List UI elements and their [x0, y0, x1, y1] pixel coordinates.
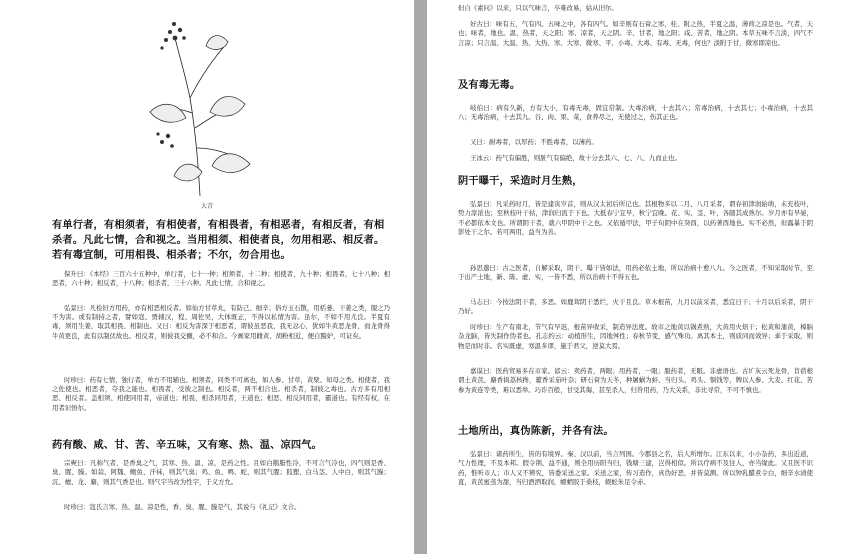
paragraph-hongjing-3: 弘景曰：诸药所生，皆的有境界。秦、汉以前，当言列国。今郡县之名，后人所增尔。江东以来，小小杂药，多出近道，气力性理，不及本邦。假令荆、益不通，则全用历阳当归，钱塘三建，岂得相似。所以疗病不及往人，亦当缘此。又且医不识药，惟听市人；市人又不辨究，皆委采送之家。采送之家，传习造作，真伪好恶，并皆莫测。所以钟乳醋煮令白，细辛水渍使直，黄芪蜜蒸为甜，当归酒洒取润，螵蛸胶于桑枝，蜈蚣朱足令赤。 [458, 450, 813, 487]
left-page [0, 0, 414, 554]
paragraph-jiamo: 嘉谟曰：医药贸易多在市家。谚云：卖药者，两眼；用药者，一眼；服药者，无眼。非虚语也。古圹灰云死龙骨，苜蓿根谓土黄芪，麝香捣荔核搀，藿香采茄叶杂；研石膏为天冬，种屠蜗为蚌、当归头、鸡头、铜钱等，牌以人参、大麦、红花、苦参为黄连等类，难以悉举。巧诈百般，甘受其侮，甚至杀人，归咎用药，乃大关系，非比寻常，不可不慎也。 [458, 367, 813, 394]
section-heading-drying: 阴干曝干，采造时月生熟， [458, 176, 583, 188]
section-heading-origin: 土地所出，真伪陈新，并各有法。 [458, 426, 614, 438]
section-heading-seven-relations: 有单行者，有相须者，有相使者，有相畏者，有相恶者，有相反者，有相杀者。凡此七情，合和视之。当用相须、相使者良，勿用相恶、相反者。若有毒宜制，可用相畏、相杀者；不尔，勿合用也。 [52, 220, 385, 262]
paragraph-mazhi: 马志曰：今按法阴干者，多恶。如鹿茸阴干悉烂，火干且良。草木根苗，九月以前采者，悉宜日干；十月以后采者，阴干乃好。 [458, 298, 813, 316]
paragraph-hongjing: 弘景曰：凡检旧方用药，亦有相恶相反者。如仙方甘草丸，有防己、细辛；俗方玉石散，用栝蒌、干姜之类，服之乃不为害。或有制持之者，譬如寇、贾辅汉，程、周佐吴，大体既正，不得以私情为害。虽尔，不如不用尤良。半夏有毒，须用生姜，取其相畏、相制也。又曰：相反为害深于相恶者，谓彼虽恶我，我无忿心，犹如牛黄恶龙骨，而龙骨得牛黄更良，此有以制伏故也。相反者，则彼我交雠，必不和合。今画家用雌黄、胡粉相近，便自黯妒，可证矣。 [52, 303, 390, 340]
paragraph-baosheng: 保升曰：《本经》三百六十五种中，单行者，七十一种；相须者，十二种；相使者，九十种；相畏者，七十八种；相恶者，六十种；相反者，十八种；相杀者，三十六种。凡此七情，合和视之。 [52, 269, 390, 288]
paragraph-shizhen-2: 时珍曰：寇氏言寒、热、温、凉是性，香、臭、腥、臊是气，其说与《礼记》文合。 [64, 502, 301, 511]
section-heading-toxicity: 及有毒无毒。 [458, 80, 521, 92]
paragraph-wangbing: 王冰云：药气有偏胜，则脏气有偏绝，故十分去其六、七、八、九而止也。 [470, 154, 681, 162]
plant-illustration [140, 8, 260, 198]
paragraph-youyue: 又曰：耐毒者，以厚药；不胜毒者，以薄药。 [470, 138, 598, 146]
paragraph-sunsimiao: 孙思邈曰：古之医者，自解采取，阴干、曝干皆如法，用药必依土地，所以治病十愈八九。今之医者，不知采取时节，至于出产土地，新、陈、虚、实，一皆不悉，所以治病十不得五也。 [458, 264, 813, 282]
paragraph-continued: 但自《素问》以来，只以气味言，卒难改易，姑从旧尔。 [458, 4, 618, 12]
book-gutter [414, 0, 427, 554]
section-heading-five-tastes: 药有酸、咸、甘、苦、辛五味，又有寒、热、温、凉四气。 [52, 439, 323, 451]
paragraph-hongjing-2: 弘景曰：凡采药时月，皆是建寅岁首，则从汉太初后所记也。其根物多以二月、八月采者，谓春初津润始萌，未充枝叶，势力淳浓也；至秋枝叶干枯，津润归流于下也。大抵春宁宜早，秋宁宜晚。花、实、茎、叶，各随其成熟尔。岁月亦有早晏，不必都依本文也。所谓阴干者，就六甲阴中干之也。又依遁甲法，甲子旬阴中在癸酉，以药著酉地也。实不必然，但露暴于阴影处干之尔。若可两用，益当为善。 [458, 200, 813, 237]
right-page [427, 0, 841, 554]
paragraph-zongshi: 宗奭曰：凡称气者，是香臭之气，其寒、热、温、凉，是药之性。且如白鹅脂性冷，不可言气冷也，四气则是香、臭、腥、臊。如蒜、阿魏、鲍鱼、汗袜，则其气臭；鸡、鱼、鸭、蛇，则其气腥；狐狸、白马茎、人中白，则其气臊；沉、檀、龙、麝，则其气香是也。则气字当改为性字，于义方允。 [52, 458, 390, 486]
paragraph-qibo: 岐伯曰：病有久新，方有大小，有毒无毒，固宜常制。大毒治病，十去其六；常毒治病，十去其七；小毒治病，十去其八；无毒治病，十去其九。谷、肉、果、菜，食养尽之，无使过之，伤其正也。 [458, 104, 813, 122]
illustration-caption: 大青 [200, 203, 213, 210]
paragraph-haogu: 好古曰：味有五，气有四。五味之中，各有四气。如辛则有石膏之寒，桂、附之热，半夏之温，薄荷之凉是也。气者，天也；味者，地也。温、热者，天之阳；寒、凉者，天之阴。辛、甘者，地之阳；咸、苦者，地之阴。本草五味不言淡，四气不言凉；只言温、大温、热、大热、寒、大寒、微寒、平、小毒、大毒、有毒、无毒，何也？淡附于甘，微寒即凉也。 [458, 20, 813, 47]
paragraph-shizhen-3: 时珍曰：生产有南北，节气有早迟，根苗异收采，制造异法度。故市之地黄以锅煮熟，大黄用火焙干；松黄和蒲黄，樟脑杂龙脑，皆失制作伪者也。孔志约云：动植形生，因地舛性；春秋节变，感气殊功。离其本土，则质同而效异；乖于采取，则物是而时非。名实既虚，寒温多谬，施于君父，逆莫大焉。 [458, 323, 813, 350]
paragraph-shizhen-1: 时珍曰：药有七情，独行者，单方不用辅也。相须者，同类不可离也，如人参、甘草，黄檗、知母之类。相使者，我之佐使也。相恶者，夺我之能也。相畏者，受彼之制也。相反者，两不相合也。相杀者，制彼之毒也。古方多有用相恶、相反者。盖相须、相使同用者，帝道也；相畏、相杀同用者，王道也；相恶、相反同用者，霸道也。有经有权，在用者识悟尔。 [52, 375, 390, 412]
